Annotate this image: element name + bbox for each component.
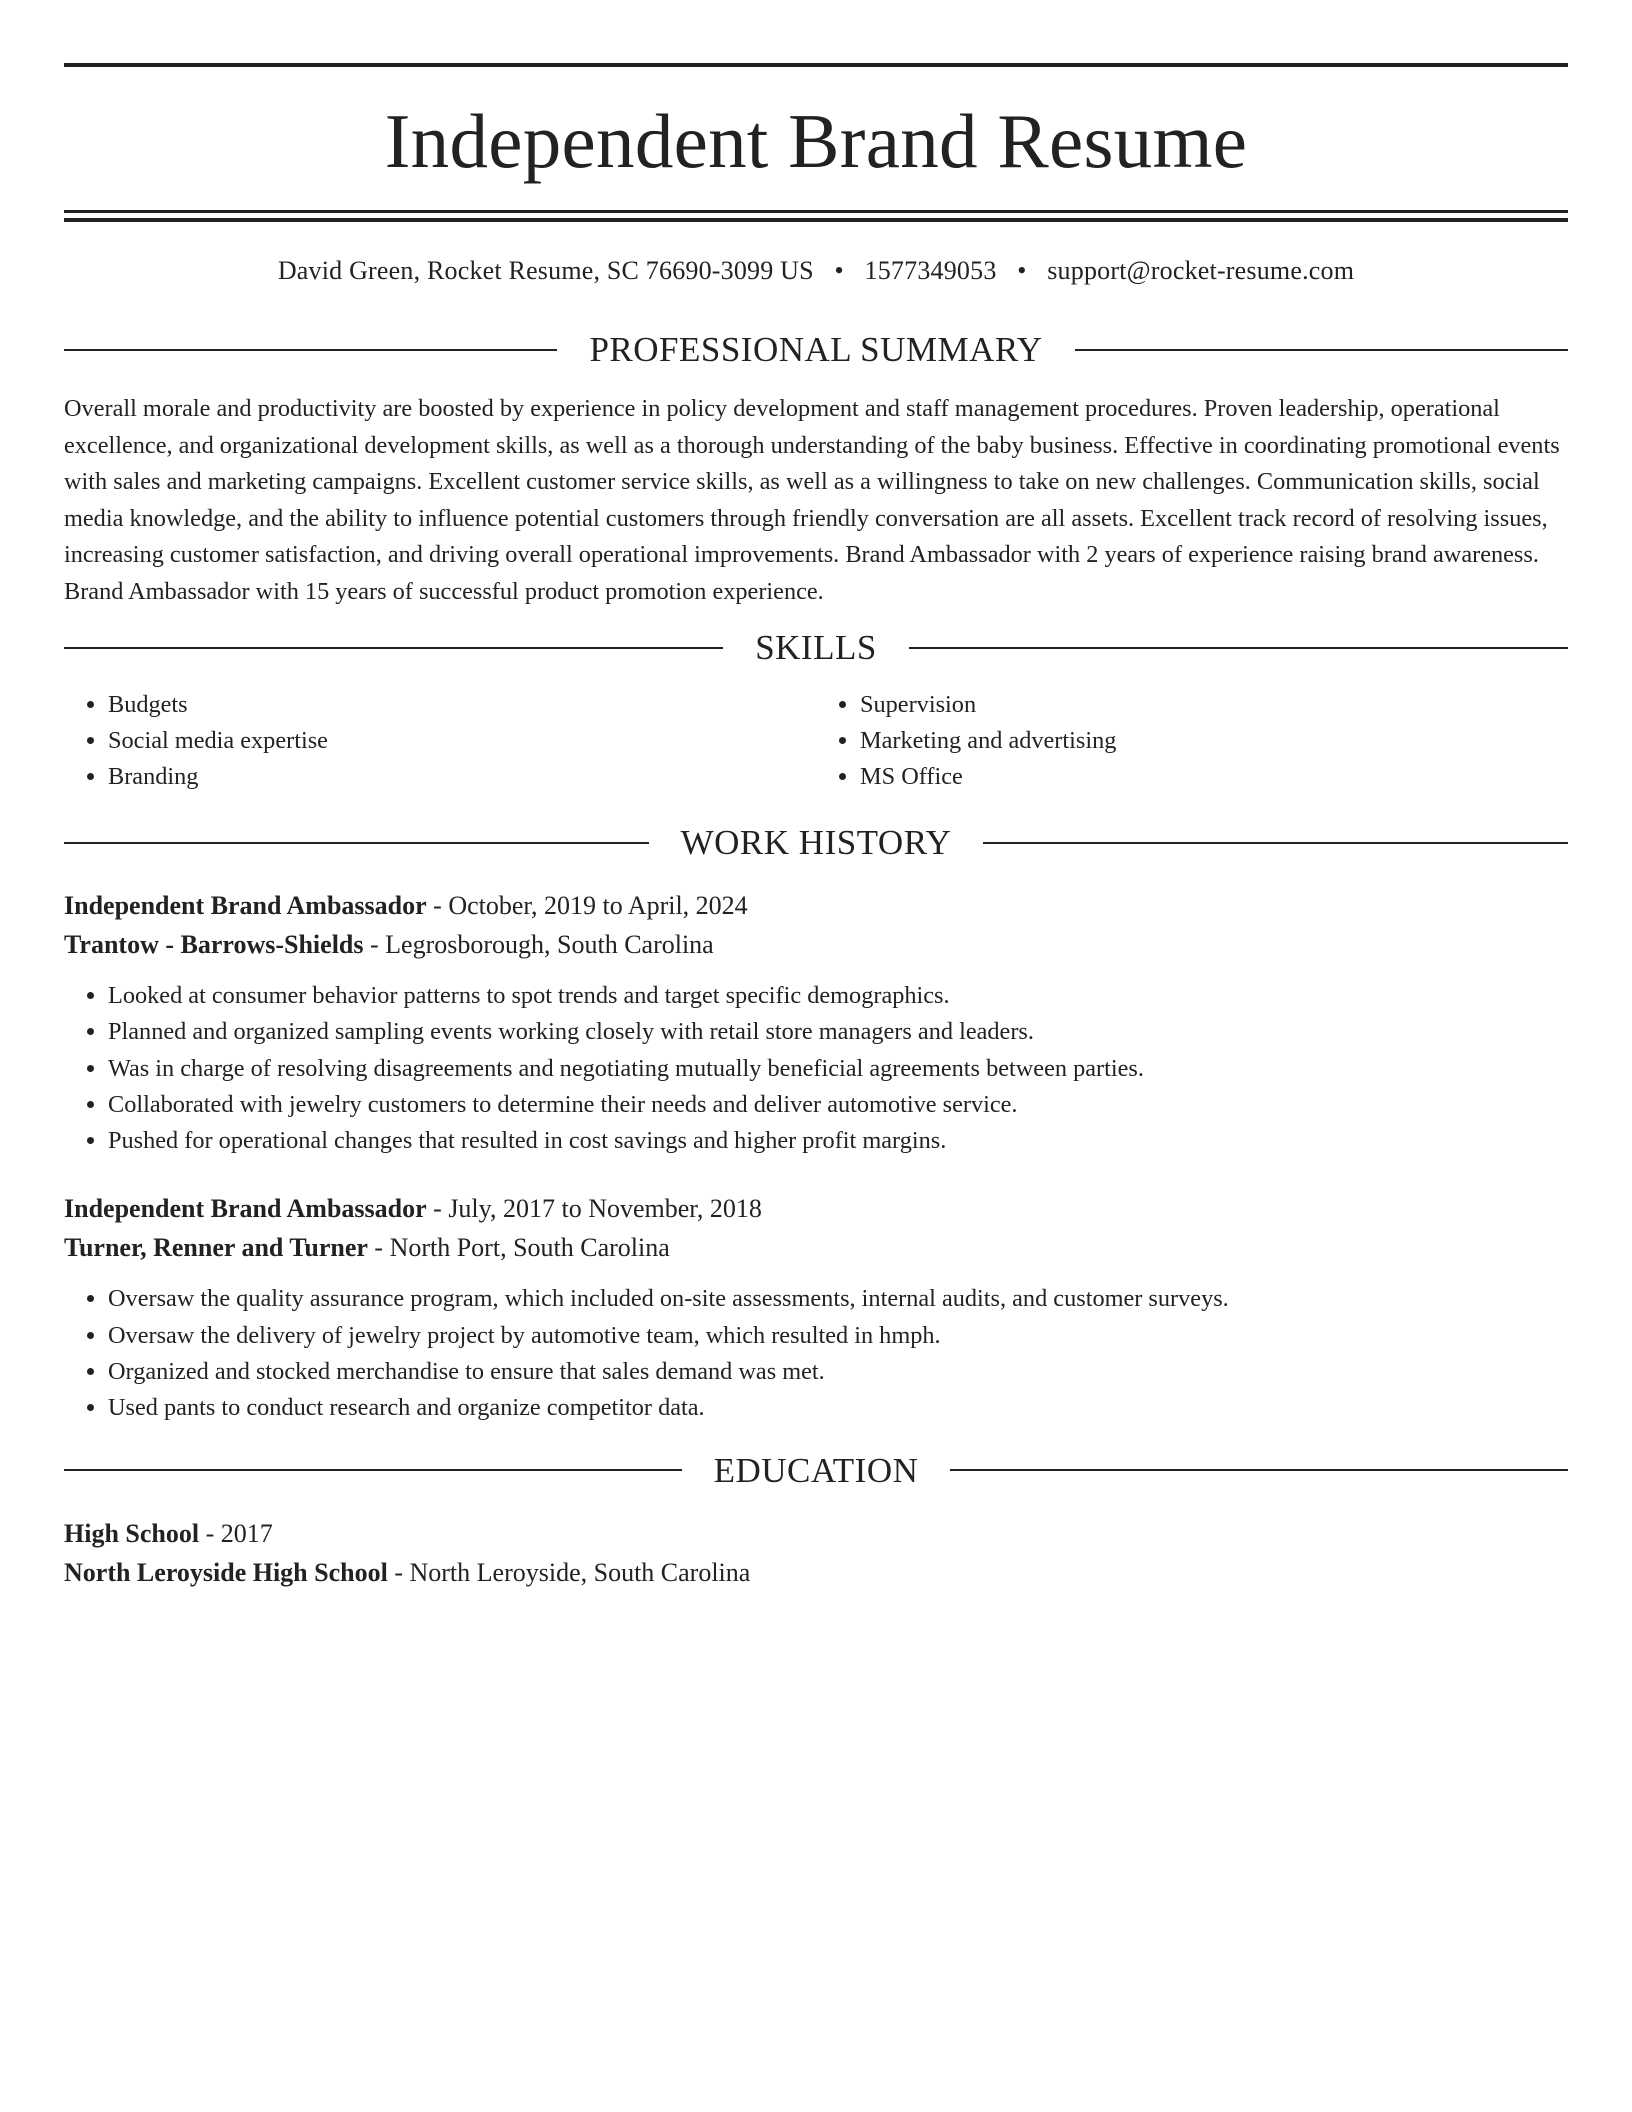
job-title-line — [64, 1189, 1568, 1228]
section-title-work: WORK HISTORY — [680, 823, 952, 862]
title-double-rule — [64, 210, 1568, 222]
contact-email: support@rocket-resume.com — [1047, 256, 1355, 285]
job-bullet: • Oversaw the delivery of jewelry project by automotive team, which resulted in hmph. — [108, 1318, 1568, 1354]
job-company-line — [64, 925, 1568, 964]
skill-item: • MS Office — [860, 759, 1568, 795]
divider-line — [64, 647, 723, 649]
job-bullets — [64, 978, 1568, 1159]
skills-column-right — [816, 687, 1568, 795]
section-header-education — [64, 1450, 1568, 1490]
job-title-line — [64, 886, 1568, 925]
divider-line — [909, 647, 1568, 649]
education-degree-line — [64, 1514, 1568, 1553]
summary-paragraph: Overall morale and productivity are boosted by experience in policy development and staff management procedures. Proven leadership, operational excellence, and organizational development skills, as well as a thorough understanding of the baby business. Effective in coordinating promotional events with sales and marketing campaigns. Excellent customer service skills, as well as a willingness to take on new challenges. Communication skills, social media knowledge, and the ability to influence potential customers through friendly conversation are all assets. Excellent track record of resolving issues, increasing customer satisfaction, and driving overall operational improvements. Brand Ambassador with 2 years of experience raising brand awareness. Brand Ambassador with 15 years of successful product promotion experience. — [64, 395, 1560, 605]
contact-line — [64, 258, 1568, 284]
education-school: North Leroyside High School — [64, 1557, 388, 1587]
section-title-education: EDUCATION — [713, 1450, 919, 1490]
job-title: Independent Brand Ambassador — [64, 891, 427, 920]
job-bullet: • Used pants to conduct research and organize competitor data. — [108, 1390, 1568, 1426]
job-bullet: • Planned and organized sampling events working closely with retail store managers and leaders. — [108, 1014, 1568, 1050]
skills-list — [64, 687, 1568, 795]
skill-item: • Budgets — [108, 687, 816, 723]
section-title-skills: SKILLS — [755, 628, 877, 667]
skill-item: • Supervision — [860, 687, 1568, 723]
divider-line — [64, 349, 557, 351]
job-entry — [64, 1189, 1568, 1426]
job-location: - North Port, South Carolina — [367, 1233, 670, 1263]
top-rule — [64, 63, 1568, 67]
education-degree: High School — [64, 1518, 200, 1548]
job-bullet: • Oversaw the quality assurance program, which included on-site assessments, internal audits, and customer surveys. — [108, 1281, 1568, 1317]
education-school-line — [64, 1553, 1568, 1592]
divider-line — [1075, 349, 1568, 351]
skill-item: • Branding — [108, 759, 816, 795]
skill-item: • Social media expertise — [108, 723, 816, 759]
divider-line — [983, 842, 1568, 844]
job-bullet: • Looked at consumer behavior patterns to spot trends and target specific demographics. — [108, 978, 1568, 1014]
contact-separator: • — [834, 256, 844, 285]
job-dates: - July, 2017 to November, 2018 — [426, 1194, 762, 1224]
job-entry — [64, 886, 1568, 1159]
divider-line — [64, 842, 649, 844]
contact-phone: 1577349053 — [864, 256, 997, 285]
job-dates: - October, 2019 to April, 2024 — [426, 891, 748, 920]
section-header-work — [64, 825, 1568, 860]
job-bullet: • Was in charge of resolving disagreements and negotiating mutually beneficial agreements between parties. — [108, 1051, 1568, 1087]
job-company: Trantow - Barrows-Shields — [64, 930, 364, 959]
job-bullet: • Organized and stocked merchandise to ensure that sales demand was met. — [108, 1354, 1568, 1390]
education-year: - 2017 — [199, 1518, 273, 1548]
divider-line — [64, 1469, 682, 1471]
resume-title: Independent Brand Resume — [384, 98, 1248, 184]
contact-address: David Green, Rocket Resume, SC 76690-3099 US — [277, 256, 814, 285]
section-header-summary — [64, 332, 1568, 367]
job-bullets — [64, 1281, 1568, 1426]
job-company: Turner, Renner and Turner — [64, 1233, 368, 1263]
job-company-line — [64, 1228, 1568, 1267]
section-title-summary: PROFESSIONAL SUMMARY — [589, 330, 1043, 369]
job-bullet: • Pushed for operational changes that resulted in cost savings and higher profit margins. — [108, 1123, 1568, 1159]
section-header-skills — [64, 630, 1568, 665]
education-entry — [64, 1514, 1568, 1592]
skills-column-left — [64, 687, 816, 795]
job-bullet: • Collaborated with jewelry customers to determine their needs and deliver automotive service. — [108, 1087, 1568, 1123]
divider-line — [950, 1469, 1568, 1471]
job-title: Independent Brand Ambassador — [64, 1194, 427, 1224]
contact-separator: • — [1017, 256, 1027, 285]
skill-item: • Marketing and advertising — [860, 723, 1568, 759]
education-location: - North Leroyside, South Carolina — [387, 1557, 751, 1587]
job-location: - Legrosborough, South Carolina — [363, 930, 714, 959]
